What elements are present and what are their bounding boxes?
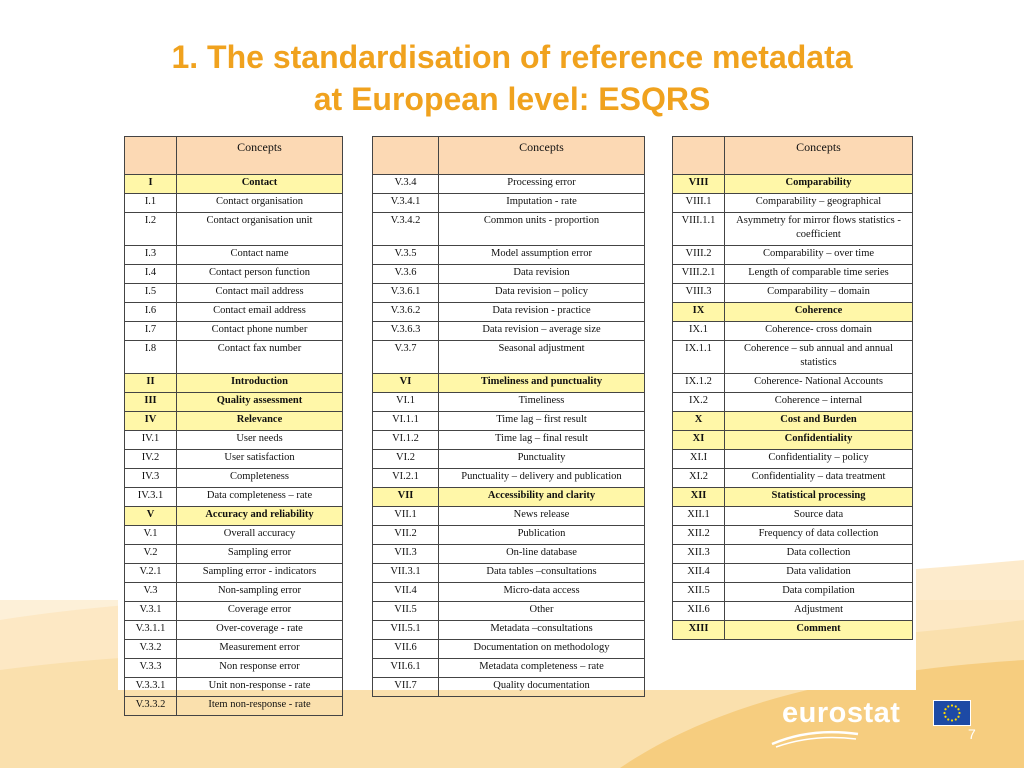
- code-cell: V.3.1.1: [125, 621, 177, 640]
- code-cell: V.3.4: [373, 175, 439, 194]
- table-row: [673, 341, 913, 374]
- table-row: [373, 194, 645, 213]
- code-cell: I.1: [125, 194, 177, 213]
- concept-cell: Statistical processing: [725, 488, 913, 507]
- concept-cell: Contact organisation: [177, 194, 343, 213]
- table-row: [373, 507, 645, 526]
- concept-cell: Unit non-response - rate: [177, 678, 343, 697]
- code-cell: I.2: [125, 213, 177, 246]
- code-cell: VII.3: [373, 545, 439, 564]
- concept-cell: Comment: [725, 621, 913, 640]
- table-row: [373, 303, 645, 322]
- code-cell: V.2: [125, 545, 177, 564]
- concept-cell: Common units - proportion: [439, 213, 645, 246]
- code-cell: I.6: [125, 303, 177, 322]
- code-cell: XIII: [673, 621, 725, 640]
- table-row: [125, 450, 343, 469]
- code-cell: XII.3: [673, 545, 725, 564]
- table-row: [373, 621, 645, 640]
- code-cell: XI.2: [673, 469, 725, 488]
- table-row: [373, 412, 645, 431]
- code-cell: VII.2: [373, 526, 439, 545]
- concept-cell: User needs: [177, 431, 343, 450]
- concept-cell: Time lag – first result: [439, 412, 645, 431]
- header-concepts-cell: Concepts: [177, 137, 343, 175]
- code-cell: VII.7: [373, 678, 439, 697]
- code-cell: XI: [673, 431, 725, 450]
- section-row: [373, 488, 645, 507]
- table-row: [125, 322, 343, 341]
- concept-cell: Sampling error: [177, 545, 343, 564]
- table-row: [125, 431, 343, 450]
- code-cell: IV.2: [125, 450, 177, 469]
- concept-cell: Cost and Burden: [725, 412, 913, 431]
- concept-cell: Introduction: [177, 374, 343, 393]
- concept-cell: Accessibility and clarity: [439, 488, 645, 507]
- code-cell: VIII.3: [673, 284, 725, 303]
- table-row: [673, 583, 913, 602]
- code-cell: VIII.2: [673, 246, 725, 265]
- concept-cell: Punctuality: [439, 450, 645, 469]
- code-cell: V.1: [125, 526, 177, 545]
- concept-cell: Publication: [439, 526, 645, 545]
- code-cell: VI.2.1: [373, 469, 439, 488]
- table-row: [673, 450, 913, 469]
- section-row: [673, 621, 913, 640]
- concept-cell: Length of comparable time series: [725, 265, 913, 284]
- code-cell: VI.1.2: [373, 431, 439, 450]
- code-cell: I.8: [125, 341, 177, 374]
- table-row: [373, 284, 645, 303]
- table-row: [373, 393, 645, 412]
- code-cell: VII.3.1: [373, 564, 439, 583]
- table-row: [125, 246, 343, 265]
- concept-cell: Confidentiality – policy: [725, 450, 913, 469]
- table-row: [373, 265, 645, 284]
- code-cell: V.3.6: [373, 265, 439, 284]
- concept-cell: Processing error: [439, 175, 645, 194]
- concept-cell: Comparability – domain: [725, 284, 913, 303]
- concept-cell: Model assumption error: [439, 246, 645, 265]
- concept-cell: Data revision - practice: [439, 303, 645, 322]
- table-row: [373, 526, 645, 545]
- concept-cell: Contact organisation unit: [177, 213, 343, 246]
- concept-cell: Contact: [177, 175, 343, 194]
- table-row: [673, 284, 913, 303]
- code-cell: XII: [673, 488, 725, 507]
- table-row: [125, 678, 343, 697]
- table-row: [373, 175, 645, 194]
- table-row: [125, 194, 343, 213]
- table-row: [673, 265, 913, 284]
- concept-cell: Contact phone number: [177, 322, 343, 341]
- concept-cell: Quality documentation: [439, 678, 645, 697]
- table-row: [673, 602, 913, 621]
- section-row: [673, 412, 913, 431]
- concept-cell: On-line database: [439, 545, 645, 564]
- code-cell: VI.1: [373, 393, 439, 412]
- table-header-row: [125, 137, 343, 175]
- concept-cell: Item non-response - rate: [177, 697, 343, 716]
- section-row: [125, 393, 343, 412]
- concept-cell: Accuracy and reliability: [177, 507, 343, 526]
- table-row: [673, 564, 913, 583]
- code-cell: IX: [673, 303, 725, 322]
- table-row: [125, 545, 343, 564]
- concept-cell: User satisfaction: [177, 450, 343, 469]
- code-cell: IX.2: [673, 393, 725, 412]
- section-row: [373, 374, 645, 393]
- concept-cell: Non response error: [177, 659, 343, 678]
- table-row: [373, 469, 645, 488]
- concept-cell: Confidentiality – data treatment: [725, 469, 913, 488]
- table-row: [125, 213, 343, 246]
- code-cell: XII.5: [673, 583, 725, 602]
- code-cell: IX.1.1: [673, 341, 725, 374]
- code-cell: I.7: [125, 322, 177, 341]
- header-code-cell: [673, 137, 725, 175]
- concept-cell: Micro-data access: [439, 583, 645, 602]
- code-cell: XII.4: [673, 564, 725, 583]
- eu-flag-icon: [933, 700, 971, 726]
- header-code-cell: [125, 137, 177, 175]
- code-cell: V.3.3: [125, 659, 177, 678]
- concept-cell: Coherence- cross domain: [725, 322, 913, 341]
- code-cell: IV: [125, 412, 177, 431]
- code-cell: XI.I: [673, 450, 725, 469]
- concepts-table-1: [124, 136, 343, 716]
- table-header-row: [373, 137, 645, 175]
- table-row: [125, 341, 343, 374]
- section-row: [125, 374, 343, 393]
- table-row: [125, 265, 343, 284]
- concept-cell: Confidentiality: [725, 431, 913, 450]
- concept-cell: Comparability – over time: [725, 246, 913, 265]
- concept-cell: Measurement error: [177, 640, 343, 659]
- table-row: [673, 322, 913, 341]
- code-cell: V.3.3.2: [125, 697, 177, 716]
- concept-cell: Timeliness: [439, 393, 645, 412]
- code-cell: VII.6: [373, 640, 439, 659]
- code-cell: VII.5: [373, 602, 439, 621]
- concept-cell: Data tables –consultations: [439, 564, 645, 583]
- code-cell: V: [125, 507, 177, 526]
- code-cell: VII: [373, 488, 439, 507]
- concept-cell: Imputation - rate: [439, 194, 645, 213]
- table-row: [125, 469, 343, 488]
- table-row: [125, 526, 343, 545]
- title-line-2: at European level: ESQRS: [313, 81, 711, 117]
- concept-cell: Data revision: [439, 265, 645, 284]
- code-cell: III: [125, 393, 177, 412]
- code-cell: V.3.4.2: [373, 213, 439, 246]
- code-cell: XII.1: [673, 507, 725, 526]
- code-cell: I: [125, 175, 177, 194]
- concept-cell: Coherence – internal: [725, 393, 913, 412]
- section-row: [673, 431, 913, 450]
- code-cell: XII.2: [673, 526, 725, 545]
- concepts-table-3: [672, 136, 913, 640]
- table-row: [373, 431, 645, 450]
- table-row: [125, 564, 343, 583]
- code-cell: VI: [373, 374, 439, 393]
- table-row: [373, 545, 645, 564]
- code-cell: V.3.3.1: [125, 678, 177, 697]
- table-row: [125, 640, 343, 659]
- code-cell: V.3.6.3: [373, 322, 439, 341]
- table-row: [673, 393, 913, 412]
- concept-cell: Frequency of data collection: [725, 526, 913, 545]
- eurostat-logo-text: eurostat: [782, 697, 901, 729]
- code-cell: VI.1.1: [373, 412, 439, 431]
- section-row: [125, 507, 343, 526]
- header-code-cell: [373, 137, 439, 175]
- concept-cell: Comparability: [725, 175, 913, 194]
- code-cell: V.3.5: [373, 246, 439, 265]
- code-cell: IV.1: [125, 431, 177, 450]
- code-cell: VIII.1.1: [673, 213, 725, 246]
- code-cell: V.3.2: [125, 640, 177, 659]
- concept-cell: Punctuality – delivery and publication: [439, 469, 645, 488]
- concept-cell: Data collection: [725, 545, 913, 564]
- concept-cell: Adjustment: [725, 602, 913, 621]
- page-number: 7: [968, 726, 976, 742]
- table-row: [125, 583, 343, 602]
- code-cell: IV.3.1: [125, 488, 177, 507]
- table-row: [373, 640, 645, 659]
- concept-cell: Comparability – geographical: [725, 194, 913, 213]
- code-cell: I.3: [125, 246, 177, 265]
- code-cell: VIII.1: [673, 194, 725, 213]
- concept-cell: Coherence: [725, 303, 913, 322]
- code-cell: IX.1: [673, 322, 725, 341]
- code-cell: II: [125, 374, 177, 393]
- code-cell: VII.4: [373, 583, 439, 602]
- section-row: [125, 412, 343, 431]
- code-cell: IV.3: [125, 469, 177, 488]
- table-row: [673, 469, 913, 488]
- code-cell: I.5: [125, 284, 177, 303]
- code-cell: X: [673, 412, 725, 431]
- table-row: [125, 602, 343, 621]
- title-line-1: 1. The standardisation of reference metadata: [171, 39, 853, 75]
- concept-cell: Contact mail address: [177, 284, 343, 303]
- header-concepts-cell: Concepts: [725, 137, 913, 175]
- section-row: [125, 175, 343, 194]
- code-cell: VII.5.1: [373, 621, 439, 640]
- section-row: [673, 175, 913, 194]
- code-cell: V.3.6.2: [373, 303, 439, 322]
- concept-cell: Contact fax number: [177, 341, 343, 374]
- concept-cell: Relevance: [177, 412, 343, 431]
- code-cell: VII.1: [373, 507, 439, 526]
- concept-cell: Contact person function: [177, 265, 343, 284]
- code-cell: VII.6.1: [373, 659, 439, 678]
- table-row: [673, 246, 913, 265]
- table-row: [373, 341, 645, 374]
- page-title: [0, 36, 1024, 120]
- concept-cell: Data revision – policy: [439, 284, 645, 303]
- table-row: [673, 194, 913, 213]
- concept-cell: Contact email address: [177, 303, 343, 322]
- code-cell: VIII.2.1: [673, 265, 725, 284]
- table-row: [673, 213, 913, 246]
- concept-cell: Coverage error: [177, 602, 343, 621]
- concept-cell: Metadata –consultations: [439, 621, 645, 640]
- concept-cell: Documentation on methodology: [439, 640, 645, 659]
- table-row: [373, 678, 645, 697]
- table-row: [673, 374, 913, 393]
- code-cell: V.3.4.1: [373, 194, 439, 213]
- concept-cell: Completeness: [177, 469, 343, 488]
- table-row: [373, 246, 645, 265]
- code-cell: VIII: [673, 175, 725, 194]
- table-row: [125, 697, 343, 716]
- header-concepts-cell: Concepts: [439, 137, 645, 175]
- concept-cell: Over-coverage - rate: [177, 621, 343, 640]
- concept-cell: Time lag – final result: [439, 431, 645, 450]
- concept-cell: News release: [439, 507, 645, 526]
- code-cell: V.3.7: [373, 341, 439, 374]
- concept-cell: Timeliness and punctuality: [439, 374, 645, 393]
- code-cell: I.4: [125, 265, 177, 284]
- concept-cell: Contact name: [177, 246, 343, 265]
- table-row: [373, 322, 645, 341]
- code-cell: V.2.1: [125, 564, 177, 583]
- concept-cell: Data validation: [725, 564, 913, 583]
- table-row: [125, 488, 343, 507]
- table-row: [673, 526, 913, 545]
- concept-cell: Data revision – average size: [439, 322, 645, 341]
- table-row: [373, 659, 645, 678]
- code-cell: XII.6: [673, 602, 725, 621]
- table-row: [673, 545, 913, 564]
- code-cell: V.3.1: [125, 602, 177, 621]
- table-row: [373, 213, 645, 246]
- code-cell: V.3: [125, 583, 177, 602]
- table-row: [673, 507, 913, 526]
- section-row: [673, 488, 913, 507]
- concept-cell: Metadata completeness – rate: [439, 659, 645, 678]
- concept-cell: Non-sampling error: [177, 583, 343, 602]
- concept-cell: Data completeness – rate: [177, 488, 343, 507]
- table-row: [125, 284, 343, 303]
- table-row: [373, 450, 645, 469]
- table-row: [373, 602, 645, 621]
- concept-cell: Data compilation: [725, 583, 913, 602]
- concept-cell: Source data: [725, 507, 913, 526]
- table-row: [373, 583, 645, 602]
- concept-cell: Sampling error - indicators: [177, 564, 343, 583]
- table-row: [125, 659, 343, 678]
- code-cell: IX.1.2: [673, 374, 725, 393]
- code-cell: V.3.6.1: [373, 284, 439, 303]
- concept-cell: Coherence – sub annual and annual statistics: [725, 341, 913, 374]
- table-row: [373, 564, 645, 583]
- concept-cell: Other: [439, 602, 645, 621]
- section-row: [673, 303, 913, 322]
- table-row: [125, 303, 343, 322]
- table-row: [125, 621, 343, 640]
- concept-cell: Seasonal adjustment: [439, 341, 645, 374]
- concepts-table-2: [372, 136, 645, 697]
- code-cell: VI.2: [373, 450, 439, 469]
- concept-cell: Overall accuracy: [177, 526, 343, 545]
- concept-cell: Asymmetry for mirror flows statistics - coefficient: [725, 213, 913, 246]
- table-header-row: [673, 137, 913, 175]
- concept-cell: Quality assessment: [177, 393, 343, 412]
- concept-cell: Coherence- National Accounts: [725, 374, 913, 393]
